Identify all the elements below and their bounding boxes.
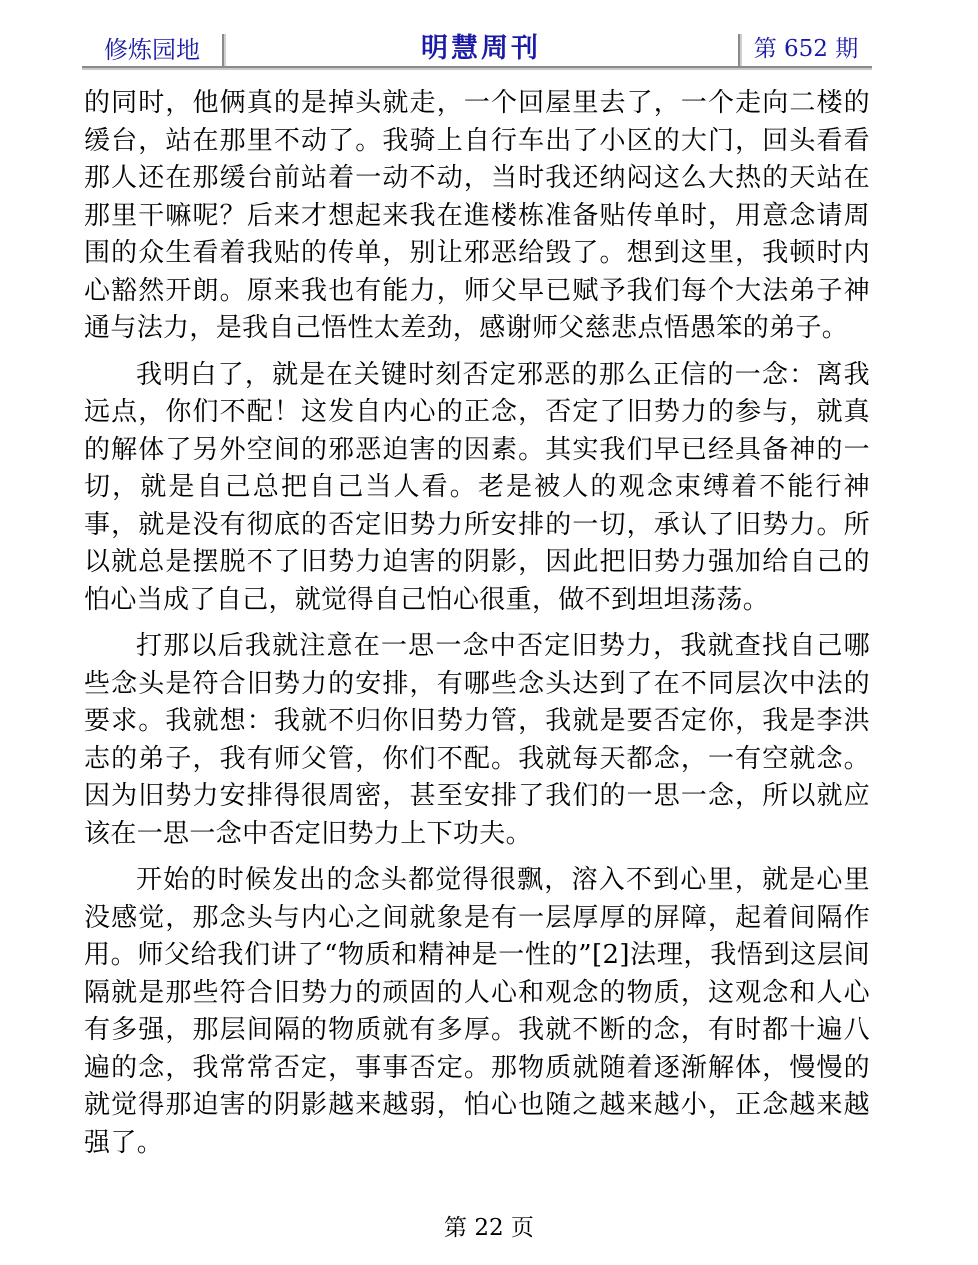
page-header (82, 26, 872, 68)
header-rule (82, 66, 872, 68)
paragraph: 我明白了，就是在关键时刻否定邪恶的那么正信的一念：离我远点，你们不配！这发自内心的正念，否定了旧势力的参与，就真的解体了另外空间的邪恶迫害的因素。其实我们早已经具备神的一切，就是自己总把自己当人看。老是被人的观念束缚着不能行神事，就是没有彻底的否定旧势力所安排的一切，承认了旧势力。所以就总是摆脱不了旧势力迫害的阴影，因此把旧势力强加给自己的怕心当成了自己，就觉得自己怕心很重，做不到坦坦荡荡。 (84, 359, 870, 615)
paragraph-continued: 的同时，他俩真的是掉头就走，一个回屋里去了，一个走向二楼的缓台，站在那里不动了。我骑上自行车出了小区的大门，回头看看那人还在那缓台前站着一动不动，当时我还纳闷这么大热的天站在那里干嘛呢？后来才想起来我在進楼栋准备贴传单时，用意念请周围的众生看着我贴的传单，别让邪恶给毁了。想到这里，我顿时内心豁然开朗。原来我也有能力，师父早已赋予我们每个大法弟子神通与法力，是我自己悟性太差劲，感谢师父慈悲点悟愚笨的弟子。 (84, 88, 870, 343)
publication-title: 明慧周刊 (421, 33, 541, 64)
section-name: 修炼园地 (104, 36, 200, 64)
article-body (84, 85, 870, 1162)
issue-number: 第 652 期 (753, 36, 859, 62)
page-number: 第 22 页 (444, 1215, 534, 1241)
paragraph: 打那以后我就注意在一思一念中否定旧势力，我就查找自己哪些念头是符合旧势力的安排，有哪些念头达到了在不同层次中法的要求。我就想：我就不归你旧势力管，我就是要否定你，我是李洪志的弟子，我有师父管，你们不配。我就每天都念，一有空就念。因为旧势力安排得很周密，甚至安排了我们的一思一念，所以就应该在一思一念中否定旧势力上下功夫。 (84, 631, 870, 849)
paragraph: 开始的时候发出的念头都觉得很飘，溶入不到心里，就是心里没感觉，那念头与内心之间就象是有一层厚厚的屏障，起着间隔作用。师父给我们讲了“物质和精神是一性的”[2]法理，我悟到这层间隔就是那些符合旧势力的顽固的人心和观念的物质，这观念和人心有多强，那层间隔的物质就有多厚。我就不断的念，有时都十遍八遍的念，我常常否定，事事否定。那物质就随着逐渐解体，慢慢的就觉得那迫害的阴影越来越弱，怕心也随之越来越小，正念越来越强了。 (84, 865, 870, 1158)
